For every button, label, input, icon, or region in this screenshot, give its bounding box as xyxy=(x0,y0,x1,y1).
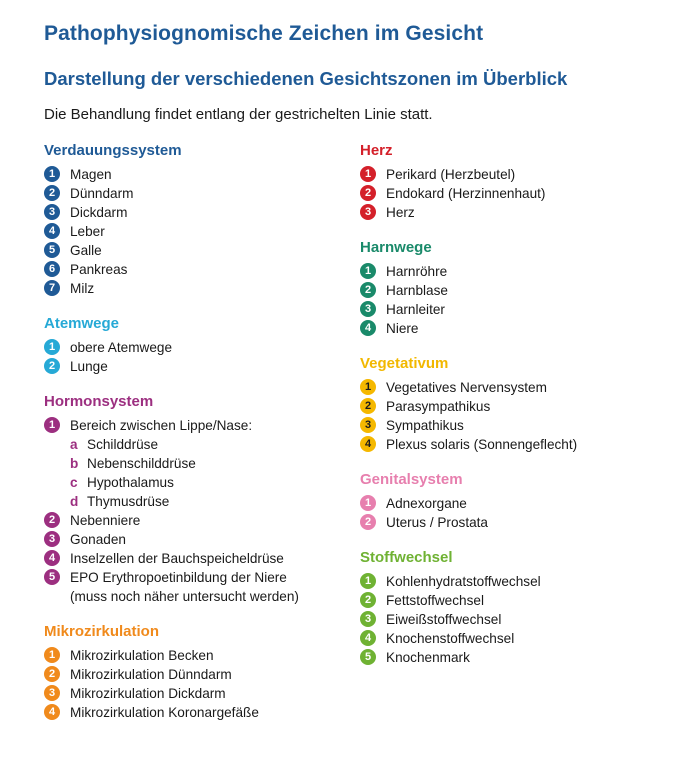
list-item xyxy=(44,703,354,722)
item-label: Mikrozirkulation Dickdarm xyxy=(70,686,226,701)
section-stoffwechsel xyxy=(360,549,670,667)
number-badge: 6 xyxy=(44,261,60,277)
item-label: obere Atemwege xyxy=(70,340,173,355)
number-badge: 2 xyxy=(44,358,60,374)
item-label: Milz xyxy=(70,281,95,296)
sub-label: Hypothalamus xyxy=(87,475,174,490)
item-label: Harnröhre xyxy=(386,264,448,279)
number-badge: 1 xyxy=(44,647,60,663)
number-badge: 4 xyxy=(360,320,376,336)
number-badge: 4 xyxy=(360,436,376,452)
number-badge: 3 xyxy=(360,417,376,433)
list-item xyxy=(360,262,670,281)
number-badge: 3 xyxy=(360,301,376,317)
number-badge: 7 xyxy=(44,280,60,296)
item-label: Harnblase xyxy=(386,283,448,298)
section-title-hormonsystem: Hormonsystem xyxy=(44,393,154,410)
item-label: Eiweißstoffwechsel xyxy=(386,612,502,627)
list-item xyxy=(360,648,670,667)
item-label: Fettstoffwechsel xyxy=(386,593,484,608)
list-item xyxy=(44,530,354,549)
number-badge: 5 xyxy=(360,649,376,665)
section-title: Herz xyxy=(360,142,393,159)
number-badge: 1 xyxy=(360,573,376,589)
list-item xyxy=(44,203,354,222)
list-item xyxy=(360,572,670,591)
section-title: Verdauungssystem xyxy=(44,142,182,159)
number-badge: 1 xyxy=(360,263,376,279)
section-title: Harnwege xyxy=(360,239,432,256)
number-badge: 5 xyxy=(44,569,60,585)
section-genitalsystem xyxy=(360,471,670,532)
number-badge: 2 xyxy=(360,592,376,608)
list-item xyxy=(360,397,670,416)
sub-label: Thymusdrüse xyxy=(87,494,170,509)
list-item xyxy=(360,165,670,184)
item-label: Mikrozirkulation Becken xyxy=(70,648,214,663)
number-badge: 2 xyxy=(360,185,376,201)
section-mikrozirkulation xyxy=(44,623,354,722)
section-verdauungssystem xyxy=(44,142,354,298)
list-item xyxy=(360,300,670,319)
page-subtitle: Darstellung der verschiedenen Gesichtszonen im Überblick xyxy=(44,68,568,89)
list-item xyxy=(44,646,354,665)
item-label: Sympathikus xyxy=(386,418,464,433)
section-title: Mikrozirkulation xyxy=(44,623,160,640)
list-item xyxy=(360,494,670,513)
number-badge: 3 xyxy=(360,611,376,627)
list-item xyxy=(360,184,670,203)
list-item xyxy=(44,279,354,298)
list-item xyxy=(44,568,354,587)
list-item xyxy=(44,511,354,530)
number-badge: 2 xyxy=(360,514,376,530)
sub-label: Nebenschilddrüse xyxy=(87,456,196,471)
list-item xyxy=(44,549,354,568)
item-label: Inselzellen der Bauchspeicheldrüse xyxy=(70,551,284,566)
number-badge: 4 xyxy=(44,550,60,566)
number-badge: 2 xyxy=(44,512,60,528)
sub-letter: d xyxy=(70,494,79,509)
list-item xyxy=(360,378,670,397)
item-label: Parasympathikus xyxy=(386,399,491,414)
number-badge: 2 xyxy=(44,666,60,682)
left-column xyxy=(44,142,354,739)
number-badge: 3 xyxy=(44,531,60,547)
number-badge: 4 xyxy=(44,704,60,720)
sub-label: Schilddrüse xyxy=(87,437,159,452)
intro-text: Die Behandlung findet entlang der gestrichelten Linie statt. xyxy=(44,106,433,123)
number-badge: 3 xyxy=(44,204,60,220)
list-item xyxy=(44,241,354,260)
number-badge: 2 xyxy=(360,282,376,298)
item-list xyxy=(44,511,354,587)
sub-letter: b xyxy=(70,456,79,471)
number-badge: 2 xyxy=(360,398,376,414)
item-label: Endokard (Herzinnenhaut) xyxy=(386,186,546,201)
page-title: Pathophysiognomische Zeichen im Gesicht xyxy=(44,22,484,45)
item-label: Uterus / Prostata xyxy=(386,515,488,530)
number-badge: 3 xyxy=(360,204,376,220)
list-item xyxy=(44,338,354,357)
section-atemwege xyxy=(44,315,354,376)
number-badge: 1 xyxy=(360,495,376,511)
item-label: Nebenniere xyxy=(70,513,141,528)
list-item xyxy=(44,416,354,435)
item-label: Niere xyxy=(386,321,419,336)
section-harnwege xyxy=(360,239,670,338)
item-label: Vegetatives Nervensystem xyxy=(386,380,547,395)
number-badge: 3 xyxy=(44,685,60,701)
item-label: Magen xyxy=(70,167,112,182)
item-label: Lunge xyxy=(70,359,108,374)
list-item xyxy=(360,591,670,610)
sub-item xyxy=(44,454,354,473)
item-label: Galle xyxy=(70,243,102,258)
item-label: Dickdarm xyxy=(70,205,128,220)
item-label: Bereich zwischen Lippe/Nase: xyxy=(70,418,253,433)
section-title: Atemwege xyxy=(44,315,120,332)
item-label: Leber xyxy=(70,224,105,239)
item-continuation: (muss noch näher untersucht werden) xyxy=(70,589,299,604)
sub-list xyxy=(44,435,354,511)
list-item xyxy=(360,281,670,300)
number-badge: 2 xyxy=(44,185,60,201)
item-label: Gonaden xyxy=(70,532,126,547)
list-item xyxy=(44,184,354,203)
item-label: Perikard (Herzbeutel) xyxy=(386,167,516,182)
number-badge: 1 xyxy=(44,417,60,433)
item-label: Adnexorgane xyxy=(386,496,467,511)
item-label: Knochenstoffwechsel xyxy=(386,631,515,646)
number-badge: 4 xyxy=(360,630,376,646)
item-label: Knochenmark xyxy=(386,650,470,665)
item-label: Plexus solaris (Sonnengeflecht) xyxy=(386,437,578,452)
list-item xyxy=(360,416,670,435)
section-title: Genitalsystem xyxy=(360,471,463,488)
section-vegetativum xyxy=(360,355,670,454)
list-item xyxy=(360,435,670,454)
item-label: Harnleiter xyxy=(386,302,445,317)
right-column xyxy=(360,142,670,684)
sub-item xyxy=(44,473,354,492)
section-title: Vegetativum xyxy=(360,355,449,372)
number-badge: 4 xyxy=(44,223,60,239)
number-badge: 1 xyxy=(360,166,376,182)
number-badge: 1 xyxy=(360,379,376,395)
item-label: Mikrozirkulation Dünndarm xyxy=(70,667,232,682)
list-item xyxy=(44,357,354,376)
list-item xyxy=(360,319,670,338)
list-item xyxy=(44,665,354,684)
item-label: EPO Erythropoetinbildung der Niere xyxy=(70,570,287,585)
item-label: Herz xyxy=(386,205,415,220)
number-badge: 5 xyxy=(44,242,60,258)
item-label: Dünndarm xyxy=(70,186,134,201)
sub-letter: a xyxy=(70,437,78,452)
list-item xyxy=(44,165,354,184)
list-item xyxy=(44,222,354,241)
item-label: Pankreas xyxy=(70,262,128,277)
sub-letter: c xyxy=(70,475,78,490)
item-label: Kohlenhydratstoffwechsel xyxy=(386,574,541,589)
list-item xyxy=(360,513,670,532)
list-item xyxy=(360,203,670,222)
section-hormonsystem xyxy=(44,393,354,606)
list-item xyxy=(360,629,670,648)
sub-item xyxy=(44,492,354,511)
list-item xyxy=(44,684,354,703)
sub-item xyxy=(44,435,354,454)
section-title: Stoffwechsel xyxy=(360,549,453,566)
list-item xyxy=(360,610,670,629)
section-herz xyxy=(360,142,670,222)
list-item xyxy=(44,260,354,279)
number-badge: 1 xyxy=(44,166,60,182)
item-label: Mikrozirkulation Koronargefäße xyxy=(70,705,259,720)
number-badge: 1 xyxy=(44,339,60,355)
